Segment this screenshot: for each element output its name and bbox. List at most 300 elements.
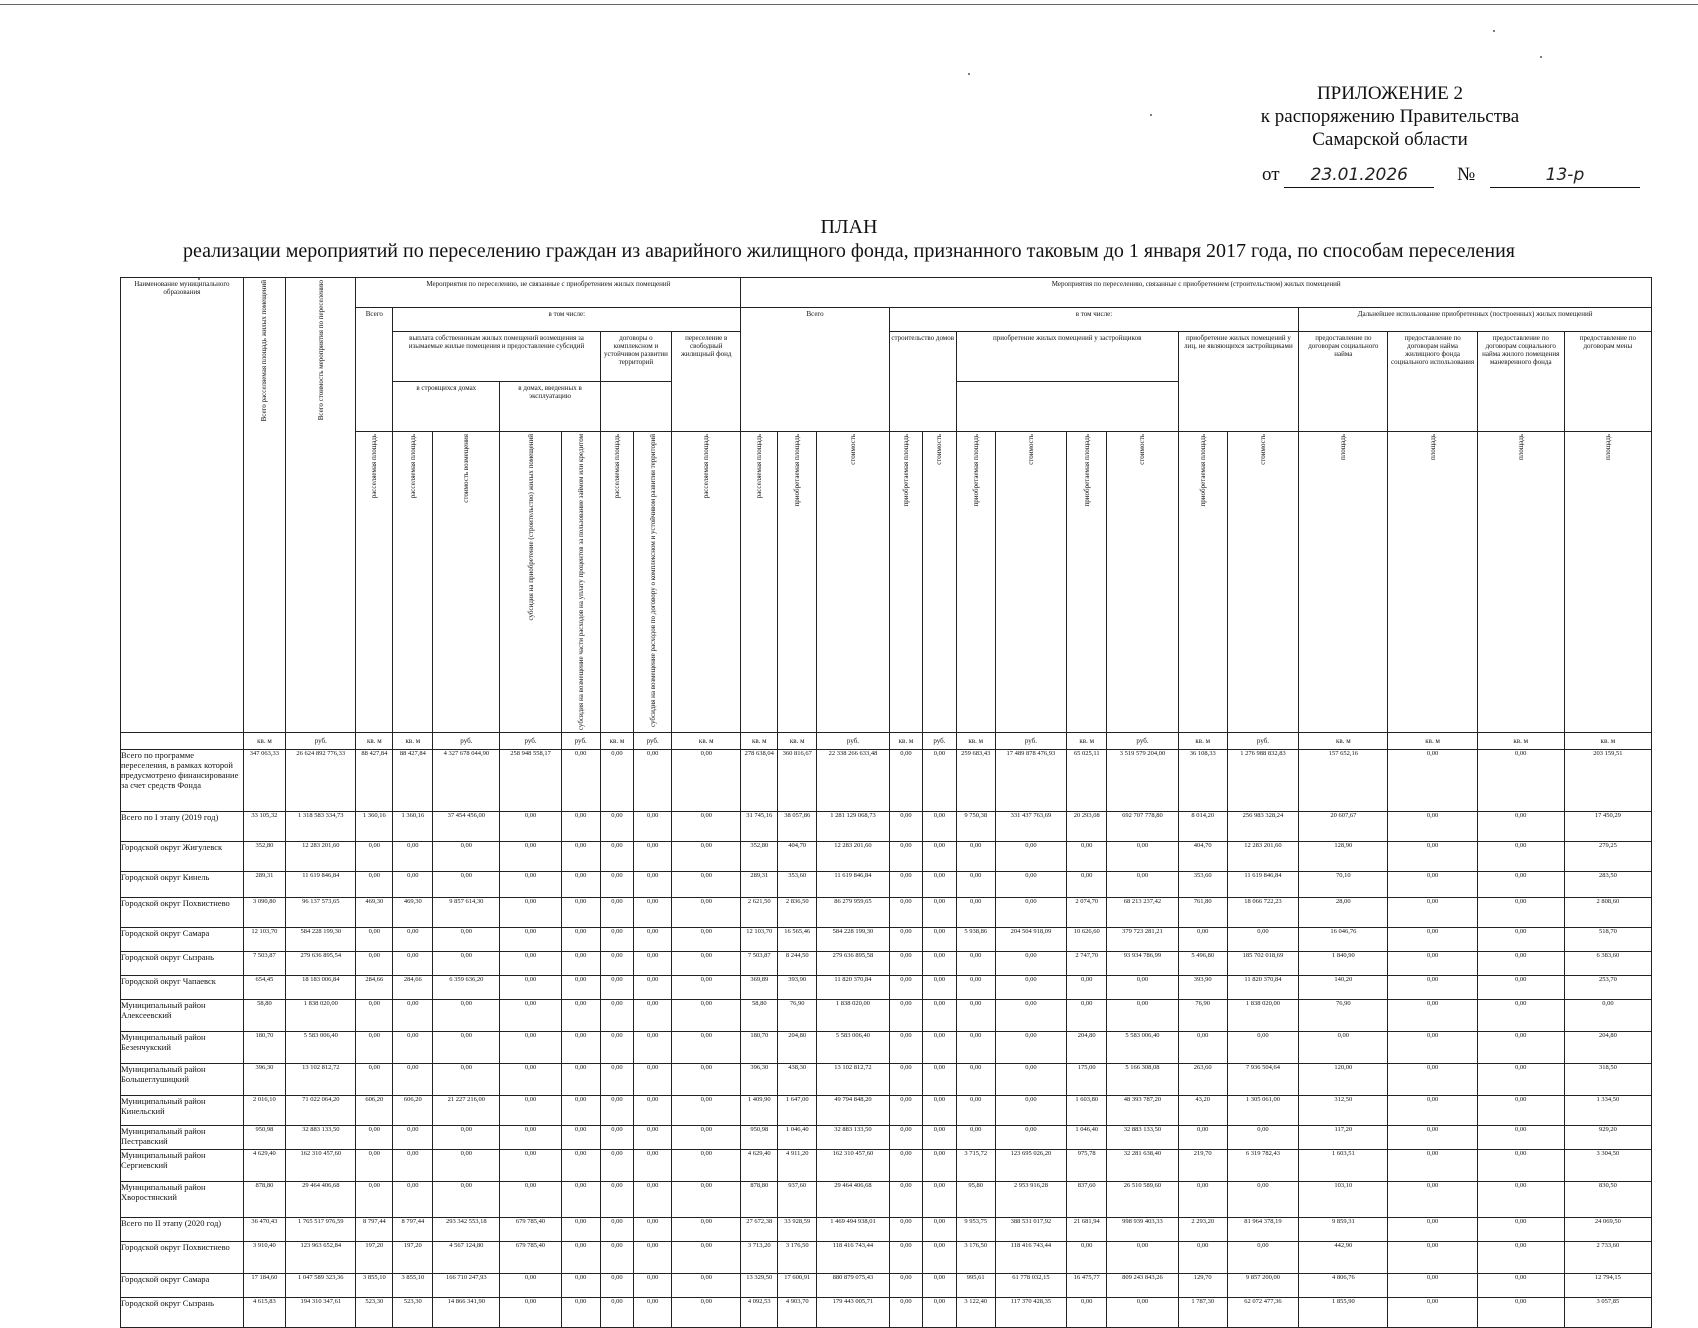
- row-value: 29 464 406,68: [817, 1182, 890, 1218]
- row-value: 0,00: [500, 812, 561, 842]
- row-value: 0,00: [672, 812, 741, 842]
- row-value: 7 936 504,64: [1227, 1064, 1298, 1096]
- sub-header: расселяемая площадь: [702, 434, 711, 499]
- row-value: 0,00: [600, 812, 633, 842]
- row-value: 1 855,90: [1299, 1298, 1388, 1328]
- row-value: 0,00: [433, 1000, 500, 1032]
- row-value: 0,00: [500, 1182, 561, 1218]
- row-value: 180,70: [243, 1032, 285, 1064]
- row-value: 140,20: [1299, 976, 1388, 1000]
- row-value: 0,00: [672, 952, 741, 976]
- row-value: 0,00: [1178, 1032, 1227, 1064]
- unit-cell: руб.: [1107, 733, 1178, 750]
- number-label: №: [1457, 164, 1476, 185]
- sub-header: приобретаемая площадь: [1198, 434, 1207, 507]
- row-value: 0,00: [923, 1182, 956, 1218]
- row-value: 0,00: [500, 1000, 561, 1032]
- row-value: 0,00: [956, 872, 995, 898]
- row-value: 878,80: [243, 1182, 285, 1218]
- date-prefix: от: [1262, 164, 1280, 185]
- row-value: 5 166 308,08: [1107, 1064, 1178, 1096]
- row-value: 5 583 006,40: [286, 1032, 356, 1064]
- table-row: [121, 872, 1652, 898]
- row-value: 0,00: [1477, 1298, 1564, 1328]
- row-value: 692 707 778,80: [1107, 812, 1178, 842]
- row-value: 1 469 494 938,01: [817, 1218, 890, 1242]
- header-b-commissioned: в домах, введенных в эксплуатацию: [500, 382, 600, 432]
- row-value: 937,60: [778, 1182, 817, 1218]
- header-b-build: строительство домов: [889, 332, 956, 432]
- row-value: 0,00: [956, 1096, 995, 1126]
- row-value: 36 470,43: [243, 1218, 285, 1242]
- row-value: 0,00: [561, 1182, 600, 1218]
- header-a-contracts: договоры о комплексном и устойчивом развитии территорий: [600, 332, 671, 382]
- row-value: 0,00: [889, 1218, 922, 1242]
- row-value: 76,90: [778, 1000, 817, 1032]
- header-c-social: предоставление по договорам социального найма: [1299, 332, 1388, 432]
- row-value: 761,80: [1178, 898, 1227, 928]
- row-value: 0,00: [600, 928, 633, 952]
- row-value: 0,00: [956, 976, 995, 1000]
- row-value: 0,00: [634, 898, 672, 928]
- row-value: 14 866 341,90: [433, 1298, 500, 1328]
- unit-cell: кв. м: [1299, 733, 1388, 750]
- row-value: 0,00: [889, 1298, 922, 1328]
- row-value: 0,00: [634, 1150, 672, 1182]
- row-value: 12 103,70: [741, 928, 778, 952]
- sub-header: площадь: [1428, 434, 1437, 460]
- sub-header: стоимость: [1138, 434, 1147, 465]
- document-title: ПЛАН: [820, 216, 878, 238]
- row-value: 0,00: [672, 898, 741, 928]
- row-value: 0,00: [600, 1150, 633, 1182]
- row-value: 0,00: [600, 976, 633, 1000]
- row-value: 0,00: [561, 812, 600, 842]
- row-value: 278 638,04: [741, 750, 778, 812]
- row-value: 0,00: [356, 1000, 393, 1032]
- sub-header: субсидия на приобретение (строительство) жилых помещений: [526, 434, 535, 621]
- row-value: 93 934 786,99: [1107, 952, 1178, 976]
- table-row: [121, 1218, 1652, 1242]
- row-value: 284,66: [356, 976, 393, 1000]
- row-value: 2 836,50: [778, 898, 817, 928]
- row-value: 0,00: [1477, 1274, 1564, 1298]
- row-value: 0,00: [672, 1182, 741, 1218]
- row-value: 16 475,77: [1067, 1274, 1107, 1298]
- row-value: 0,00: [634, 1274, 672, 1298]
- row-value: 0,00: [672, 1242, 741, 1274]
- row-value: 0,00: [600, 1032, 633, 1064]
- row-value: 13 329,50: [741, 1274, 778, 1298]
- row-value: 2 074,70: [1067, 898, 1107, 928]
- unit-cell: [121, 733, 244, 750]
- row-value: 880 879 075,43: [817, 1274, 890, 1298]
- row-value: 0,00: [500, 1150, 561, 1182]
- row-value: 0,00: [995, 952, 1066, 976]
- header-b-incl: в том числе:: [889, 308, 1298, 332]
- row-value: 0,00: [393, 872, 433, 898]
- row-value: 5 583 006,40: [1107, 1032, 1178, 1064]
- row-value: 81 964 378,19: [1227, 1218, 1298, 1242]
- row-value: 11 619 846,84: [286, 872, 356, 898]
- row-value: 0,00: [1564, 1000, 1651, 1032]
- row-value: 0,00: [1388, 1182, 1477, 1218]
- sub-header: расселяемая площадь: [370, 434, 379, 499]
- row-value: 31 745,16: [741, 812, 778, 842]
- unit-cell: руб.: [923, 733, 956, 750]
- row-value: 0,00: [672, 976, 741, 1000]
- row-value: 175,00: [1067, 1064, 1107, 1096]
- row-value: 0,00: [1227, 1242, 1298, 1274]
- row-value: 0,00: [923, 812, 956, 842]
- row-value: 49 794 848,20: [817, 1096, 890, 1126]
- row-value: 312,50: [1299, 1096, 1388, 1126]
- unit-cell: руб.: [561, 733, 600, 750]
- row-value: 0,00: [356, 1064, 393, 1096]
- row-value: 166 710 247,93: [433, 1274, 500, 1298]
- row-value: 128,90: [1299, 842, 1388, 872]
- row-value: 1 046,40: [1067, 1126, 1107, 1150]
- row-value: 258 948 558,17: [500, 750, 561, 812]
- row-value: 1 647,00: [778, 1096, 817, 1126]
- row-value: 76,90: [1299, 1000, 1388, 1032]
- row-name: Городской округ Сызрань: [121, 1298, 244, 1328]
- row-value: 0,00: [561, 750, 600, 812]
- row-value: 0,00: [995, 1032, 1066, 1064]
- row-value: 0,00: [600, 1274, 633, 1298]
- row-value: 0,00: [1107, 1298, 1178, 1328]
- row-value: 442,90: [1299, 1242, 1388, 1274]
- row-value: 0,00: [600, 1182, 633, 1218]
- sub-header: стоимость: [1026, 434, 1035, 465]
- row-value: 0,00: [1388, 812, 1477, 842]
- unit-cell: кв. м: [672, 733, 741, 750]
- row-value: 0,00: [433, 1032, 500, 1064]
- row-value: 352,80: [741, 842, 778, 872]
- row-value: 3 715,72: [956, 1150, 995, 1182]
- row-value: 32 281 638,40: [1107, 1150, 1178, 1182]
- row-value: 0,00: [433, 1064, 500, 1096]
- row-value: 11 820 370,84: [1227, 976, 1298, 1000]
- row-value: 180,70: [741, 1032, 778, 1064]
- row-value: 3 176,50: [778, 1242, 817, 1274]
- sub-header: приобретаемая площадь: [971, 434, 980, 507]
- row-value: 12 103,70: [243, 928, 285, 952]
- row-value: 16 046,76: [1299, 928, 1388, 952]
- row-value: 0,00: [956, 1126, 995, 1150]
- row-value: 0,00: [672, 1126, 741, 1150]
- header-c-exchange: предоставление по договорам мены: [1564, 332, 1651, 432]
- row-value: 0,00: [923, 842, 956, 872]
- row-value: 0,00: [433, 928, 500, 952]
- row-value: 523,30: [393, 1298, 433, 1328]
- row-value: 12 283 201,60: [1227, 842, 1298, 872]
- row-value: 0,00: [393, 928, 433, 952]
- row-value: 0,00: [923, 1218, 956, 1242]
- row-value: 9 857 614,30: [433, 898, 500, 928]
- row-value: 0,00: [1477, 928, 1564, 952]
- row-value: 469,30: [393, 898, 433, 928]
- row-name: Муниципальный район Безенчукский: [121, 1032, 244, 1064]
- row-value: 0,00: [1388, 1000, 1477, 1032]
- row-value: 0,00: [1388, 872, 1477, 898]
- row-value: 0,00: [634, 976, 672, 1000]
- row-value: 129,70: [1178, 1274, 1227, 1298]
- row-name: Всего по I этапу (2019 год): [121, 812, 244, 842]
- header-name: Наименование муниципального образования: [121, 278, 244, 733]
- row-value: 0,00: [561, 976, 600, 1000]
- row-value: 24 069,50: [1564, 1218, 1651, 1242]
- row-value: 0,00: [1388, 750, 1477, 812]
- unit-cell: руб.: [500, 733, 561, 750]
- row-value: 0,00: [672, 1150, 741, 1182]
- row-value: 331 437 763,69: [995, 812, 1066, 842]
- row-value: 0,00: [561, 898, 600, 928]
- row-value: 32 883 133,50: [1107, 1126, 1178, 1150]
- row-value: 0,00: [923, 750, 956, 812]
- row-value: 5 496,80: [1178, 952, 1227, 976]
- row-value: 0,00: [600, 1218, 633, 1242]
- header-total-cost: Всего стоимость мероприятия по переселению: [316, 280, 325, 421]
- row-value: 0,00: [356, 1032, 393, 1064]
- row-value: 396,30: [741, 1064, 778, 1096]
- row-value: 0,00: [1107, 1242, 1178, 1274]
- row-value: 20 607,67: [1299, 812, 1388, 842]
- table-row: [121, 750, 1652, 812]
- row-value: 4 629,40: [741, 1150, 778, 1182]
- row-value: 0,00: [634, 1242, 672, 1274]
- row-name: Городской округ Чапаевск: [121, 976, 244, 1000]
- row-value: 0,00: [889, 812, 922, 842]
- sub-header: приобретаемая площадь: [793, 434, 802, 507]
- table-row: [121, 1150, 1652, 1182]
- header-group-nonacquisition: Мероприятия по переселению, не связанные с приобретением жилых помещений: [356, 278, 741, 308]
- row-value: 0,00: [1477, 1064, 1564, 1096]
- row-value: 0,00: [500, 1032, 561, 1064]
- unit-cell: кв. м: [1388, 733, 1477, 750]
- header-total-area: Всего расселяемая площадь жилых помещений: [260, 280, 269, 422]
- row-value: 204,80: [1067, 1032, 1107, 1064]
- row-value: 0,00: [356, 952, 393, 976]
- row-value: 6 383,60: [1564, 952, 1651, 976]
- row-value: 0,00: [923, 952, 956, 976]
- row-value: 584 228 199,30: [817, 928, 890, 952]
- row-value: 0,00: [634, 952, 672, 976]
- row-value: 1 838 020,00: [1227, 1000, 1298, 1032]
- row-value: 0,00: [889, 1064, 922, 1096]
- row-value: 0,00: [1178, 928, 1227, 952]
- row-value: 162 310 457,60: [286, 1150, 356, 1182]
- row-value: 0,00: [889, 1242, 922, 1274]
- sub-header: субсидия на возмещение расходов по договору о комплексном и устойчивом развитии территорий: [648, 434, 657, 728]
- row-value: 4 806,76: [1299, 1274, 1388, 1298]
- row-value: 0,00: [356, 1126, 393, 1150]
- row-value: 4 567 124,80: [433, 1242, 500, 1274]
- table-row: [121, 928, 1652, 952]
- row-value: 65 025,11: [1067, 750, 1107, 812]
- unit-cell: кв. м: [778, 733, 817, 750]
- row-value: 0,00: [1388, 842, 1477, 872]
- row-value: 438,30: [778, 1064, 817, 1096]
- row-value: 1 334,50: [1564, 1096, 1651, 1126]
- row-value: 0,00: [393, 1032, 433, 1064]
- row-value: 27 672,38: [741, 1218, 778, 1242]
- row-value: 12 794,15: [1564, 1274, 1651, 1298]
- unit-cell: кв. м: [1067, 733, 1107, 750]
- row-value: 16 565,46: [778, 928, 817, 952]
- row-value: 197,20: [356, 1242, 393, 1274]
- row-value: 379 723 281,21: [1107, 928, 1178, 952]
- row-value: 0,00: [634, 1064, 672, 1096]
- row-value: 28,00: [1299, 898, 1388, 928]
- row-value: 0,00: [433, 1182, 500, 1218]
- row-value: 3 855,10: [356, 1274, 393, 1298]
- row-value: 120,00: [1299, 1064, 1388, 1096]
- row-value: 0,00: [634, 872, 672, 898]
- row-value: 388 531 017,92: [995, 1218, 1066, 1242]
- row-value: 396,30: [243, 1064, 285, 1096]
- row-value: 0,00: [1477, 1218, 1564, 1242]
- row-value: 469,30: [356, 898, 393, 928]
- row-value: 523,30: [356, 1298, 393, 1328]
- row-value: 36 108,33: [1178, 750, 1227, 812]
- row-value: 17 184,60: [243, 1274, 285, 1298]
- row-value: 0,00: [1227, 1032, 1298, 1064]
- row-value: 5 938,86: [956, 928, 995, 952]
- row-value: 12 283 201,60: [817, 842, 890, 872]
- row-value: 0,00: [672, 928, 741, 952]
- row-value: 0,00: [1067, 842, 1107, 872]
- row-value: 0,00: [995, 842, 1066, 872]
- row-value: 929,20: [1564, 1126, 1651, 1150]
- row-value: 1 276 988 832,83: [1227, 750, 1298, 812]
- row-value: 0,00: [561, 1126, 600, 1150]
- table-row: [121, 1064, 1652, 1096]
- row-value: 998 939 403,33: [1107, 1218, 1178, 1242]
- row-value: 0,00: [1388, 976, 1477, 1000]
- row-value: 1 603,80: [1067, 1096, 1107, 1126]
- scan-speck: [1493, 30, 1495, 32]
- row-value: 123 963 652,84: [286, 1242, 356, 1274]
- table-row: [121, 842, 1652, 872]
- row-value: 950,98: [243, 1126, 285, 1150]
- row-value: 17 450,29: [1564, 812, 1651, 842]
- unit-cell: руб.: [817, 733, 890, 750]
- row-value: 393,90: [1178, 976, 1227, 1000]
- unit-cell: руб.: [1227, 733, 1298, 750]
- row-value: 0,00: [672, 1032, 741, 1064]
- row-value: 9 859,31: [1299, 1218, 1388, 1242]
- table-row: [121, 1242, 1652, 1274]
- row-value: 0,00: [1107, 842, 1178, 872]
- row-value: 4 615,83: [243, 1298, 285, 1328]
- row-value: 0,00: [1388, 1242, 1477, 1274]
- header-a-incl: в том числе:: [393, 308, 741, 332]
- row-value: 0,00: [500, 872, 561, 898]
- table-row: [121, 1126, 1652, 1150]
- row-value: 48 393 787,20: [1107, 1096, 1178, 1126]
- row-value: 204,80: [778, 1032, 817, 1064]
- header-b-under-construction: в строящихся домах: [393, 382, 500, 432]
- row-value: 0,00: [634, 1032, 672, 1064]
- row-value: 0,00: [889, 842, 922, 872]
- row-value: 0,00: [1388, 1298, 1477, 1328]
- table-row: [121, 1000, 1652, 1032]
- row-value: 0,00: [1388, 898, 1477, 928]
- row-value: 830,50: [1564, 1182, 1651, 1218]
- row-value: 4 911,20: [778, 1150, 817, 1182]
- row-value: 0,00: [393, 1126, 433, 1150]
- row-value: 0,00: [1477, 872, 1564, 898]
- row-value: 0,00: [995, 1096, 1066, 1126]
- sub-header: стоимость возмещения: [462, 434, 471, 503]
- row-value: 0,00: [995, 872, 1066, 898]
- sub-header: приобретаемая площадь: [901, 434, 910, 507]
- unit-cell: кв. м: [1564, 733, 1651, 750]
- units-row: [121, 733, 1652, 750]
- header-b-total: Всего: [741, 308, 889, 432]
- row-value: 289,31: [243, 872, 285, 898]
- row-value: 0,00: [393, 1150, 433, 1182]
- row-value: 0,00: [1477, 1242, 1564, 1274]
- row-value: 7 503,87: [243, 952, 285, 976]
- row-value: 11 619 846,84: [1227, 872, 1298, 898]
- row-value: 1 838 020,00: [286, 1000, 356, 1032]
- row-value: 0,00: [672, 872, 741, 898]
- row-value: 0,00: [1067, 976, 1107, 1000]
- row-value: 8 797,44: [393, 1218, 433, 1242]
- row-value: 38 057,86: [778, 812, 817, 842]
- table-row: [121, 1096, 1652, 1126]
- row-value: 0,00: [672, 1298, 741, 1328]
- appendix-line: Самарской области: [1312, 129, 1468, 150]
- row-value: 1 047 589 323,36: [286, 1274, 356, 1298]
- row-value: 0,00: [561, 1150, 600, 1182]
- row-value: 0,00: [433, 1126, 500, 1150]
- row-value: 0,00: [889, 1096, 922, 1126]
- row-value: 0,00: [561, 1274, 600, 1298]
- row-value: 0,00: [923, 1126, 956, 1150]
- row-value: 0,00: [923, 1242, 956, 1274]
- row-value: 0,00: [561, 1096, 600, 1126]
- row-value: 0,00: [600, 1064, 633, 1096]
- unit-cell: кв. м: [889, 733, 922, 750]
- unit-cell: кв. м: [741, 733, 778, 750]
- row-value: 2 808,60: [1564, 898, 1651, 928]
- row-value: 9 857 200,00: [1227, 1274, 1298, 1298]
- row-name: Городской округ Самара: [121, 1274, 244, 1298]
- row-value: 0,00: [433, 872, 500, 898]
- row-value: 0,00: [561, 952, 600, 976]
- row-value: 0,00: [1477, 1000, 1564, 1032]
- row-value: 0,00: [889, 750, 922, 812]
- row-value: 0,00: [1477, 1182, 1564, 1218]
- table-row: [121, 898, 1652, 928]
- row-value: 0,00: [561, 842, 600, 872]
- row-value: 0,00: [600, 1242, 633, 1274]
- row-value: 0,00: [923, 1298, 956, 1328]
- row-value: 256 983 328,24: [1227, 812, 1298, 842]
- row-value: 0,00: [923, 1096, 956, 1126]
- row-value: 950,98: [741, 1126, 778, 1150]
- row-value: 0,00: [956, 1000, 995, 1032]
- row-value: 0,00: [1107, 1000, 1178, 1032]
- header-b-developer: приобретение жилых помещений у застройщиков: [956, 332, 1178, 382]
- row-value: 0,00: [889, 976, 922, 1000]
- row-value: 61 778 032,15: [995, 1274, 1066, 1298]
- row-name: Муниципальный район Пестравский: [121, 1126, 244, 1150]
- row-value: 0,00: [995, 1064, 1066, 1096]
